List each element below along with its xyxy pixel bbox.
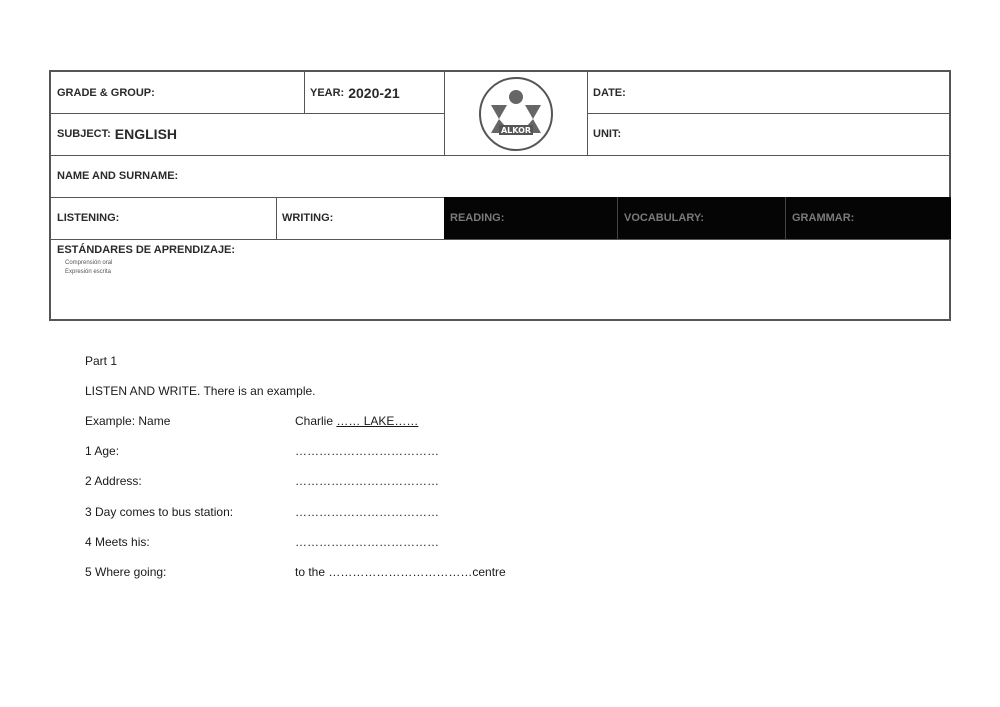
skill-grammar: GRAMMAR: [785, 197, 951, 239]
question-label: 3 Day comes to bus station: [85, 505, 234, 519]
year-cell [304, 72, 444, 113]
answer-blank[interactable]: ……………………………… [295, 535, 439, 549]
question-label: 2 Address: [85, 474, 142, 488]
example-answer-value: …… LAKE…… [336, 414, 419, 428]
standards-list [65, 259, 112, 277]
subject-label: SUBJECT: [57, 128, 111, 140]
example-answer [295, 414, 418, 428]
date-label: DATE: [593, 86, 626, 99]
standards-item: Expresión escrita [65, 269, 112, 275]
year-label: YEAR: [310, 86, 345, 99]
logo-text: ALKOR [500, 125, 531, 135]
question-label: 4 Meets his: [85, 535, 150, 549]
subject-value: ENGLISH [114, 126, 178, 142]
logo-small-text: COLEGIO [506, 119, 525, 125]
alkor-logo-icon [477, 75, 555, 153]
answer-blank[interactable]: ……………………………… [295, 444, 439, 458]
worksheet-header [49, 70, 951, 321]
answer-blank[interactable]: ……………………………… [295, 505, 439, 519]
answer-blank[interactable]: ……………………………… [295, 474, 439, 488]
answer-blank[interactable]: to the ………………………………centre [295, 565, 506, 579]
standards-label: ESTÁNDARES DE APRENDIZAJE: [57, 244, 236, 256]
example-label: Example: Name [85, 414, 171, 428]
instruction: LISTEN AND WRITE. There is an example. [85, 384, 316, 398]
unit-label: UNIT: [593, 128, 622, 140]
standards-item: Comprensión oral [65, 260, 113, 266]
part-title: Part 1 [85, 354, 118, 368]
question-label: 5 Where going: [85, 565, 167, 579]
name-surname-label: NAME AND SURNAME: [57, 170, 179, 182]
grade-group-label: GRADE & GROUP: [57, 86, 155, 99]
skill-reading: READING: [444, 197, 617, 239]
subject-cell [51, 113, 444, 155]
year-value: 2020-21 [348, 84, 400, 101]
school-logo [444, 72, 587, 155]
skill-writing: WRITING: [282, 212, 334, 224]
skill-listening: LISTENING: [57, 212, 120, 224]
question-label: 1 Age: [85, 444, 120, 458]
skill-vocabulary: VOCABULARY: [617, 197, 785, 239]
example-answer-prefix: Charlie [295, 414, 334, 428]
